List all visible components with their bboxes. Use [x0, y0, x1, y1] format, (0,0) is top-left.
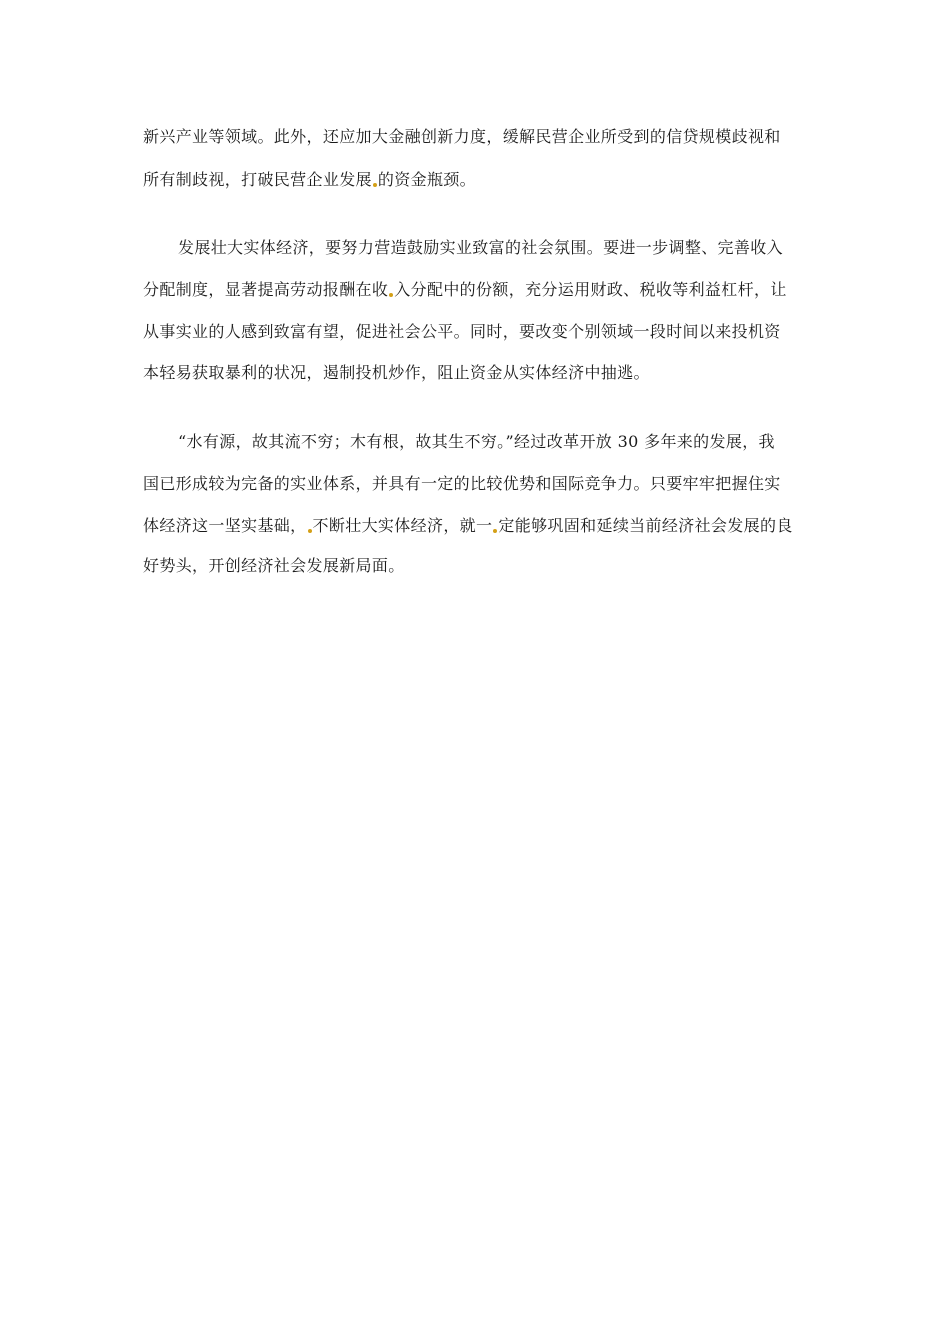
- anchor-mark-icon: [389, 293, 393, 297]
- paragraph-2-line-4: 本轻易获取暴利的状况，遏制投机炒作，阻止资金从实体经济中抽逃。: [143, 363, 650, 382]
- paragraph-3-line-3: [143, 516, 823, 536]
- text-segment: 不断壮大实体经济，就一: [312, 516, 493, 535]
- anchor-mark-icon: [373, 183, 377, 187]
- anchor-mark-icon: [308, 529, 312, 533]
- text-segment: 入分配中的份额，充分运用财政、税收等利益杠杆，让: [394, 280, 787, 299]
- paragraph-3-line-4: 好势头，开创经济社会发展新局面。: [143, 556, 405, 575]
- text-segment: 所有制歧视，打破民营企业发展: [143, 170, 372, 189]
- text-segment: 定能够巩固和延续当前经济社会发展的良: [498, 516, 793, 535]
- text-segment: 体经济这一坚实基础，: [143, 516, 307, 535]
- paragraph-1-line-2: [143, 170, 823, 190]
- paragraph-1-line-1: 新兴产业等领域。此外，还应加大金融创新力度，缓解民营企业所受到的信贷规模歧视和: [143, 127, 781, 146]
- paragraph-2-line-1: 发展壮大实体经济，要努力营造鼓励实业致富的社会氛围。要进一步调整、完善收入: [178, 238, 783, 257]
- text-segment: 分配制度，显著提高劳动报酬在收: [143, 280, 389, 299]
- paragraph-2-line-2: [143, 280, 823, 300]
- paragraph-3-line-1: “水有源，故其流不穷；木有根，故其生不穷。”经过改革开放 30 多年来的发展，我: [178, 432, 775, 451]
- anchor-mark-icon: [493, 529, 497, 533]
- paragraph-3-line-2: 国已形成较为完备的实业体系，并具有一定的比较优势和国际竞争力。只要牢牢把握住实: [143, 474, 781, 493]
- text-segment: 的资金瓶颈。: [377, 170, 477, 189]
- paragraph-2-line-3: 从事实业的人感到致富有望，促进社会公平。同时，要改变个别领域一段时间以来投机资: [143, 322, 781, 341]
